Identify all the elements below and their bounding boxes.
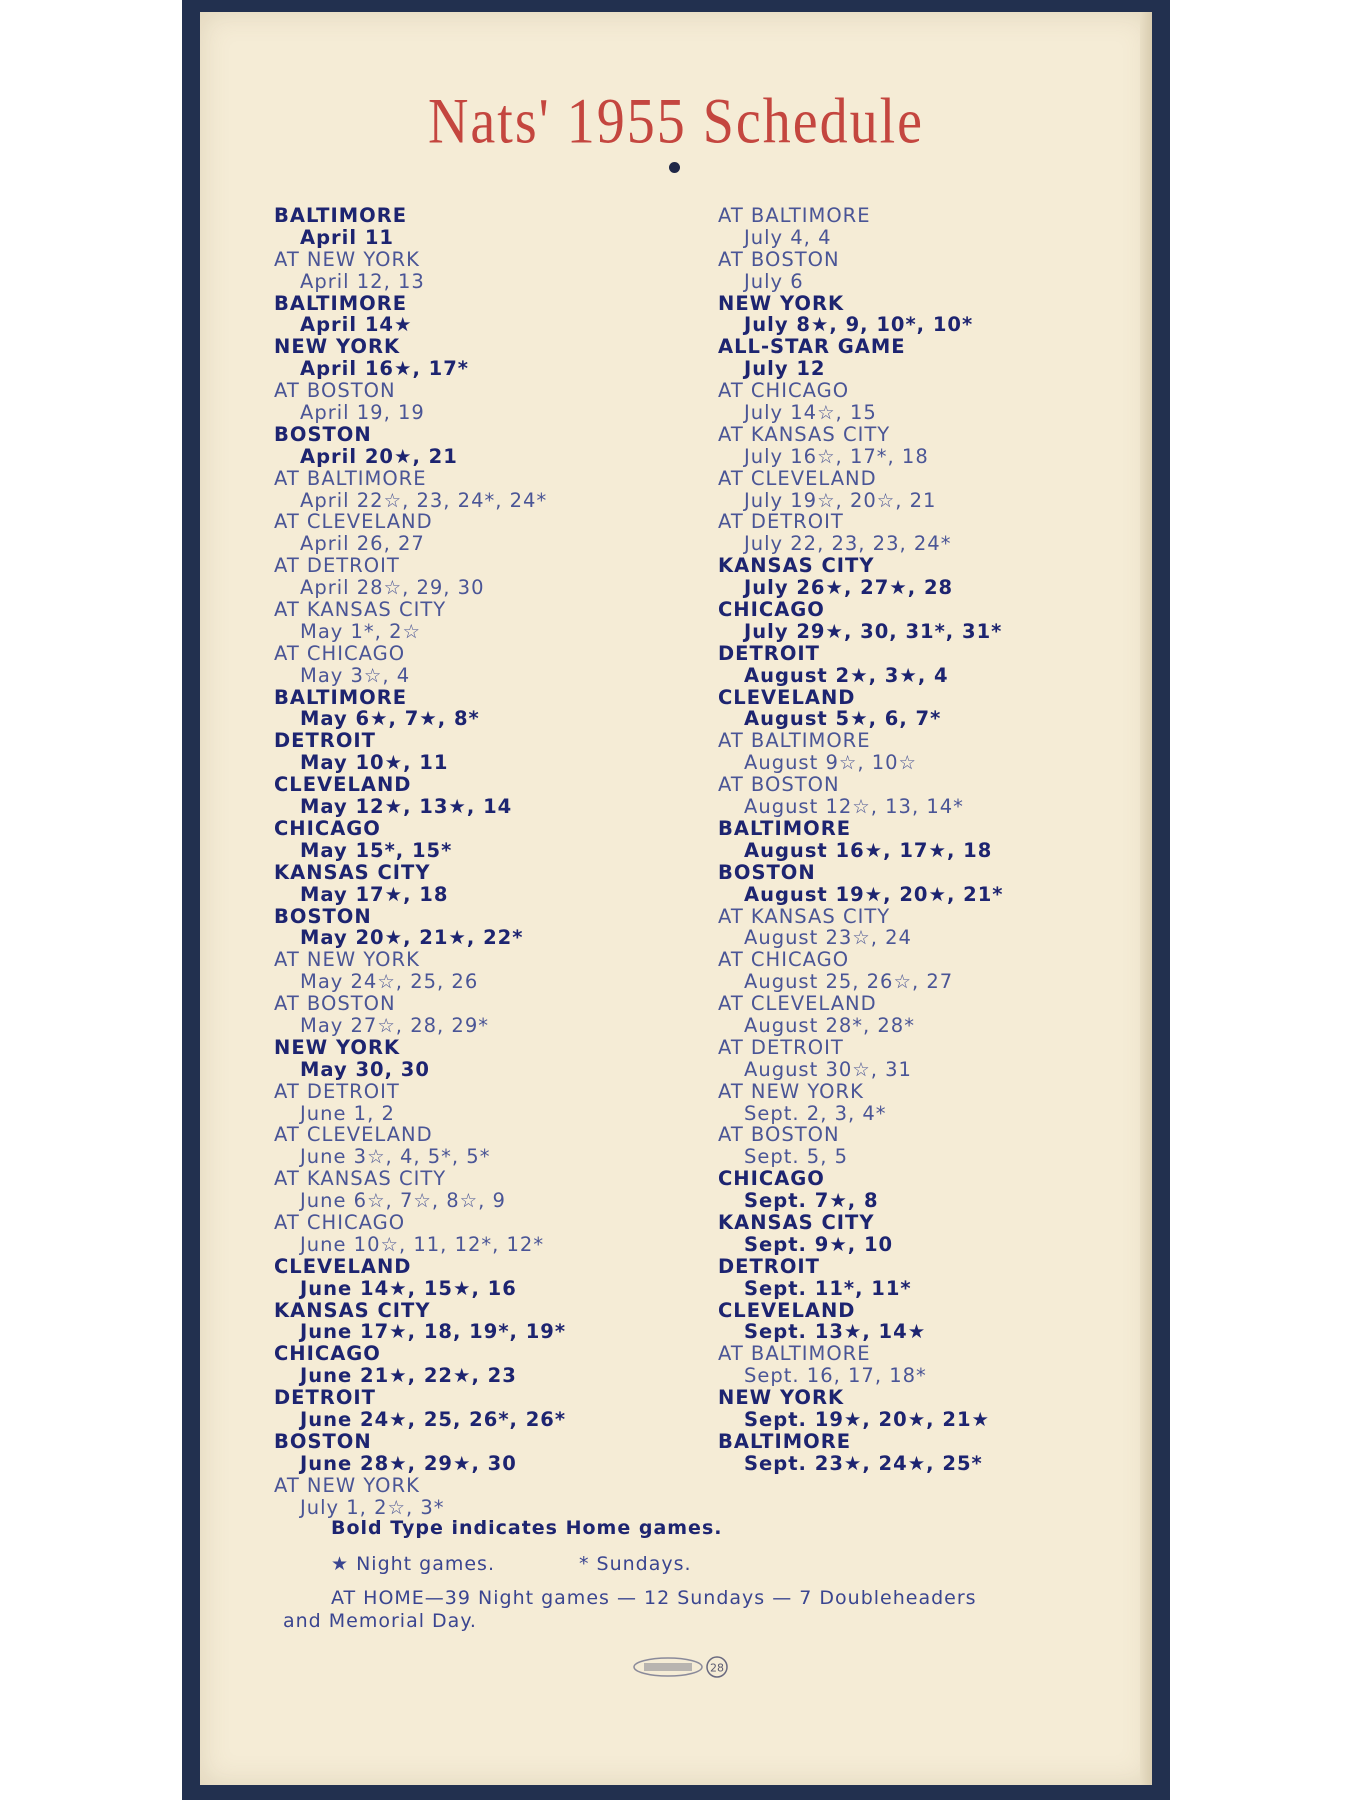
schedule-entry [274, 555, 566, 599]
schedule-opponent: BALTIMORE [274, 685, 408, 709]
schedule-column-left [274, 205, 566, 1518]
schedule-dates: August 12☆, 13, 14* [744, 795, 964, 819]
schedule-entry [718, 1081, 1004, 1125]
schedule-opponent: AT BOSTON [718, 247, 840, 271]
schedule-opponent: CLEVELAND [274, 773, 412, 797]
schedule-entry [274, 643, 566, 687]
schedule-entry [274, 336, 566, 380]
schedule-dates: August 23☆, 24 [744, 926, 912, 950]
schedule-dates: Sept. 7★, 8 [744, 1189, 879, 1213]
schedule-dates: August 19★, 20★, 21* [744, 882, 1004, 906]
schedule-dates: May 24☆, 25, 26 [300, 970, 479, 994]
schedule-dates: July 29★, 30, 31*, 31* [744, 619, 1003, 643]
schedule-dates: April 19, 19 [300, 401, 425, 425]
schedule-entry [718, 1168, 1004, 1212]
schedule-entry [274, 380, 566, 424]
schedule-opponent: AT CLEVELAND [718, 992, 877, 1016]
schedule-entry [274, 1300, 566, 1344]
schedule-dates: July 14☆, 15 [744, 401, 877, 425]
schedule-dates: Sept. 13★, 14★ [744, 1320, 927, 1344]
schedule-opponent: CHICAGO [274, 1342, 381, 1366]
schedule-opponent: AT BOSTON [274, 379, 396, 403]
schedule-dates: June 21★, 22★, 23 [300, 1364, 517, 1388]
schedule-entry [718, 687, 1004, 731]
schedule-entry [718, 993, 1004, 1037]
schedule-opponent: DETROIT [274, 1386, 376, 1410]
schedule-opponent: AT DETROIT [718, 1035, 844, 1059]
schedule-entry [718, 730, 1004, 774]
schedule-dates: July 26★, 27★, 28 [744, 576, 954, 600]
schedule-dates: July 16☆, 17*, 18 [744, 444, 929, 468]
schedule-opponent: KANSAS CITY [718, 554, 875, 578]
schedule-dates: July 6 [744, 269, 804, 293]
schedule-dates: April 22☆, 23, 24*, 24* [300, 488, 548, 512]
schedule-opponent: CLEVELAND [718, 1298, 856, 1322]
schedule-opponent: NEW YORK [274, 1035, 401, 1059]
legend-home-summary: AT HOME—39 Night games — 12 Sundays — 7 Doubleheaders [331, 1587, 977, 1609]
schedule-entry [274, 1037, 566, 1081]
schedule-dates: April 28☆, 29, 30 [300, 576, 485, 600]
schedule-opponent: DETROIT [718, 1254, 820, 1278]
schedule-entry [718, 949, 1004, 993]
schedule-dates: June 28★, 29★, 30 [300, 1451, 517, 1475]
schedule-opponent: AT CLEVELAND [274, 1123, 433, 1147]
schedule-dates: July 22, 23, 23, 24* [744, 532, 952, 556]
schedule-opponent: AT NEW YORK [274, 948, 420, 972]
schedule-opponent: AT BOSTON [274, 992, 396, 1016]
schedule-card [200, 12, 1152, 1785]
schedule-entry [718, 249, 1004, 293]
schedule-entry [718, 1256, 1004, 1300]
schedule-entry [274, 949, 566, 993]
schedule-opponent: AT KANSAS CITY [274, 598, 447, 622]
schedule-opponent: AT CHICAGO [274, 641, 406, 665]
schedule-dates: Sept. 9★, 10 [744, 1232, 894, 1256]
schedule-opponent: AT DETROIT [274, 554, 400, 578]
schedule-entry [274, 1168, 566, 1212]
schedule-entry [274, 1256, 566, 1300]
schedule-entry [274, 511, 566, 555]
schedule-dates: May 30, 30 [300, 1057, 430, 1081]
schedule-dates: July 8★, 9, 10*, 10* [744, 313, 974, 337]
schedule-entry [718, 1212, 1004, 1256]
schedule-entry [718, 818, 1004, 862]
schedule-entry [718, 336, 1004, 380]
schedule-entry [274, 818, 566, 862]
schedule-opponent: AT BALTIMORE [718, 204, 871, 227]
schedule-dates: Sept. 19★, 20★, 21★ [744, 1407, 990, 1431]
page-title: Nats' 1955 Schedule [427, 86, 924, 158]
schedule-dates: April 12, 13 [300, 269, 425, 293]
schedule-entry [718, 906, 1004, 950]
legend-sunday-note: * Sundays. [579, 1553, 692, 1575]
schedule-dates: June 1, 2 [300, 1101, 395, 1125]
schedule-dates: August 9☆, 10☆ [744, 751, 918, 775]
schedule-dates: June 3☆, 4, 5*, 5* [300, 1145, 491, 1169]
schedule-dates: August 5★, 6, 7* [744, 707, 942, 731]
legend-memorial: and Memorial Day. [283, 1610, 477, 1632]
schedule-dates: May 6★, 7★, 8* [300, 707, 480, 731]
schedule-entry [718, 205, 1004, 249]
schedule-dates: May 17★, 18 [300, 882, 449, 906]
schedule-dates: May 27☆, 28, 29* [300, 1013, 489, 1037]
schedule-opponent: CHICAGO [274, 816, 381, 840]
schedule-opponent: KANSAS CITY [274, 1298, 431, 1322]
schedule-opponent: AT NEW YORK [274, 247, 420, 271]
schedule-entry [274, 1475, 566, 1519]
schedule-opponent: DETROIT [718, 641, 820, 665]
printer-mark-number: 28 [710, 1661, 724, 1675]
schedule-entry [718, 468, 1004, 512]
schedule-opponent: BALTIMORE [274, 291, 408, 315]
schedule-opponent: BALTIMORE [718, 1429, 852, 1453]
schedule-entry [274, 293, 566, 337]
schedule-column-right [718, 205, 1004, 1475]
schedule-entry [274, 1081, 566, 1125]
schedule-opponent: AT KANSAS CITY [718, 422, 891, 446]
schedule-dates: June 10☆, 11, 12*, 12* [300, 1232, 545, 1256]
legend-bold-note: Bold Type indicates Home games. [331, 1517, 723, 1539]
schedule-entry [718, 1343, 1004, 1387]
schedule-opponent: BOSTON [274, 422, 372, 446]
schedule-dates: Sept. 11*, 11* [744, 1276, 912, 1300]
schedule-opponent: KANSAS CITY [274, 860, 431, 884]
schedule-opponent: AT BALTIMORE [274, 466, 427, 490]
schedule-opponent: AT CLEVELAND [718, 466, 877, 490]
schedule-opponent: AT BOSTON [718, 1123, 840, 1147]
schedule-opponent: BOSTON [274, 1429, 372, 1453]
schedule-entry [718, 555, 1004, 599]
schedule-opponent: AT DETROIT [274, 1079, 400, 1103]
schedule-dates: June 17★, 18, 19*, 19* [300, 1320, 567, 1344]
schedule-entry [274, 1387, 566, 1431]
schedule-opponent: DETROIT [274, 729, 376, 753]
schedule-dates: August 25, 26☆, 27 [744, 970, 954, 994]
schedule-dates: June 14★, 15★, 16 [300, 1276, 517, 1300]
schedule-dates: April 14★ [300, 313, 413, 337]
schedule-entry [718, 643, 1004, 687]
schedule-opponent: CHICAGO [718, 598, 825, 622]
schedule-dates: May 1*, 2☆ [300, 619, 421, 643]
schedule-opponent: AT DETROIT [718, 510, 844, 534]
schedule-entry [274, 599, 566, 643]
schedule-opponent: ALL-STAR GAME [718, 335, 906, 359]
schedule-opponent: AT NEW YORK [274, 1473, 420, 1497]
schedule-dates: Sept. 16, 17, 18* [744, 1364, 927, 1388]
schedule-opponent: BALTIMORE [274, 204, 408, 227]
card-edge [1140, 12, 1152, 1785]
schedule-opponent: AT BALTIMORE [718, 729, 871, 753]
schedule-entry [718, 1300, 1004, 1344]
schedule-entry [274, 205, 566, 249]
schedule-opponent: NEW YORK [718, 1386, 845, 1410]
schedule-entry [274, 730, 566, 774]
schedule-entry [274, 1124, 566, 1168]
schedule-entry [274, 993, 566, 1037]
schedule-entry [274, 468, 566, 512]
schedule-entry [274, 249, 566, 293]
schedule-dates: April 20★, 21 [300, 444, 458, 468]
schedule-dates: April 11 [300, 225, 394, 249]
schedule-dates: July 1, 2☆, 3* [300, 1495, 445, 1519]
schedule-opponent: CHICAGO [718, 1167, 825, 1191]
schedule-opponent: AT NEW YORK [718, 1079, 864, 1103]
schedule-dates: July 19☆, 20☆, 21 [744, 488, 937, 512]
schedule-dates: August 2★, 3★, 4 [744, 663, 949, 687]
schedule-entry [274, 1212, 566, 1256]
schedule-entry [718, 599, 1004, 643]
schedule-dates: Sept. 2, 3, 4* [744, 1101, 887, 1125]
schedule-entry [718, 380, 1004, 424]
schedule-opponent: AT CHICAGO [718, 948, 850, 972]
schedule-entry [718, 424, 1004, 468]
schedule-entry [274, 424, 566, 468]
schedule-entry [718, 1037, 1004, 1081]
schedule-dates: August 28*, 28* [744, 1013, 915, 1037]
schedule-opponent: NEW YORK [718, 291, 845, 315]
schedule-opponent: NEW YORK [274, 335, 401, 359]
schedule-entry [274, 906, 566, 950]
schedule-opponent: CLEVELAND [718, 685, 856, 709]
schedule-entry [274, 1343, 566, 1387]
schedule-opponent: BALTIMORE [718, 816, 852, 840]
schedule-entry [718, 1431, 1004, 1475]
schedule-entry [274, 1431, 566, 1475]
schedule-dates: May 10★, 11 [300, 751, 449, 775]
schedule-dates: May 12★, 13★, 14 [300, 795, 513, 819]
schedule-opponent: AT KANSAS CITY [274, 1167, 447, 1191]
punch-hole [669, 162, 680, 173]
legend-night-note: ★ Night games. [331, 1553, 495, 1575]
schedule-dates: June 6☆, 7☆, 8☆, 9 [300, 1189, 506, 1213]
schedule-dates: August 16★, 17★, 18 [744, 838, 993, 862]
schedule-opponent: AT CHICAGO [718, 379, 850, 403]
schedule-entry [274, 862, 566, 906]
schedule-dates: Sept. 5, 5 [744, 1145, 849, 1169]
schedule-opponent: AT CLEVELAND [274, 510, 433, 534]
schedule-opponent: AT BALTIMORE [718, 1342, 871, 1366]
schedule-entry [718, 774, 1004, 818]
schedule-entry [274, 687, 566, 731]
schedule-opponent: CLEVELAND [274, 1254, 412, 1278]
schedule-dates: April 26, 27 [300, 532, 425, 556]
schedule-opponent: AT CHICAGO [274, 1210, 406, 1234]
schedule-entry [274, 774, 566, 818]
schedule-entry [718, 1124, 1004, 1168]
schedule-opponent: KANSAS CITY [718, 1210, 875, 1234]
printer-union-mark [630, 1652, 730, 1682]
schedule-opponent: AT BOSTON [718, 773, 840, 797]
schedule-dates: May 20★, 21★, 22* [300, 926, 524, 950]
schedule-dates: July 4, 4 [744, 225, 832, 249]
schedule-opponent: BOSTON [718, 860, 816, 884]
schedule-dates: May 3☆, 4 [300, 663, 411, 687]
schedule-dates: May 15*, 15* [300, 838, 453, 862]
schedule-opponent: AT KANSAS CITY [718, 904, 891, 928]
schedule-dates: July 12 [744, 357, 826, 381]
schedule-entry [718, 862, 1004, 906]
schedule-dates: August 30☆, 31 [744, 1057, 912, 1081]
schedule-dates: June 24★, 25, 26*, 26* [300, 1407, 567, 1431]
schedule-entry [718, 1387, 1004, 1431]
schedule-entry [718, 511, 1004, 555]
schedule-dates: April 16★, 17* [300, 357, 469, 381]
schedule-entry [718, 293, 1004, 337]
schedule-dates: Sept. 23★, 24★, 25* [744, 1451, 983, 1475]
schedule-opponent: BOSTON [274, 904, 372, 928]
